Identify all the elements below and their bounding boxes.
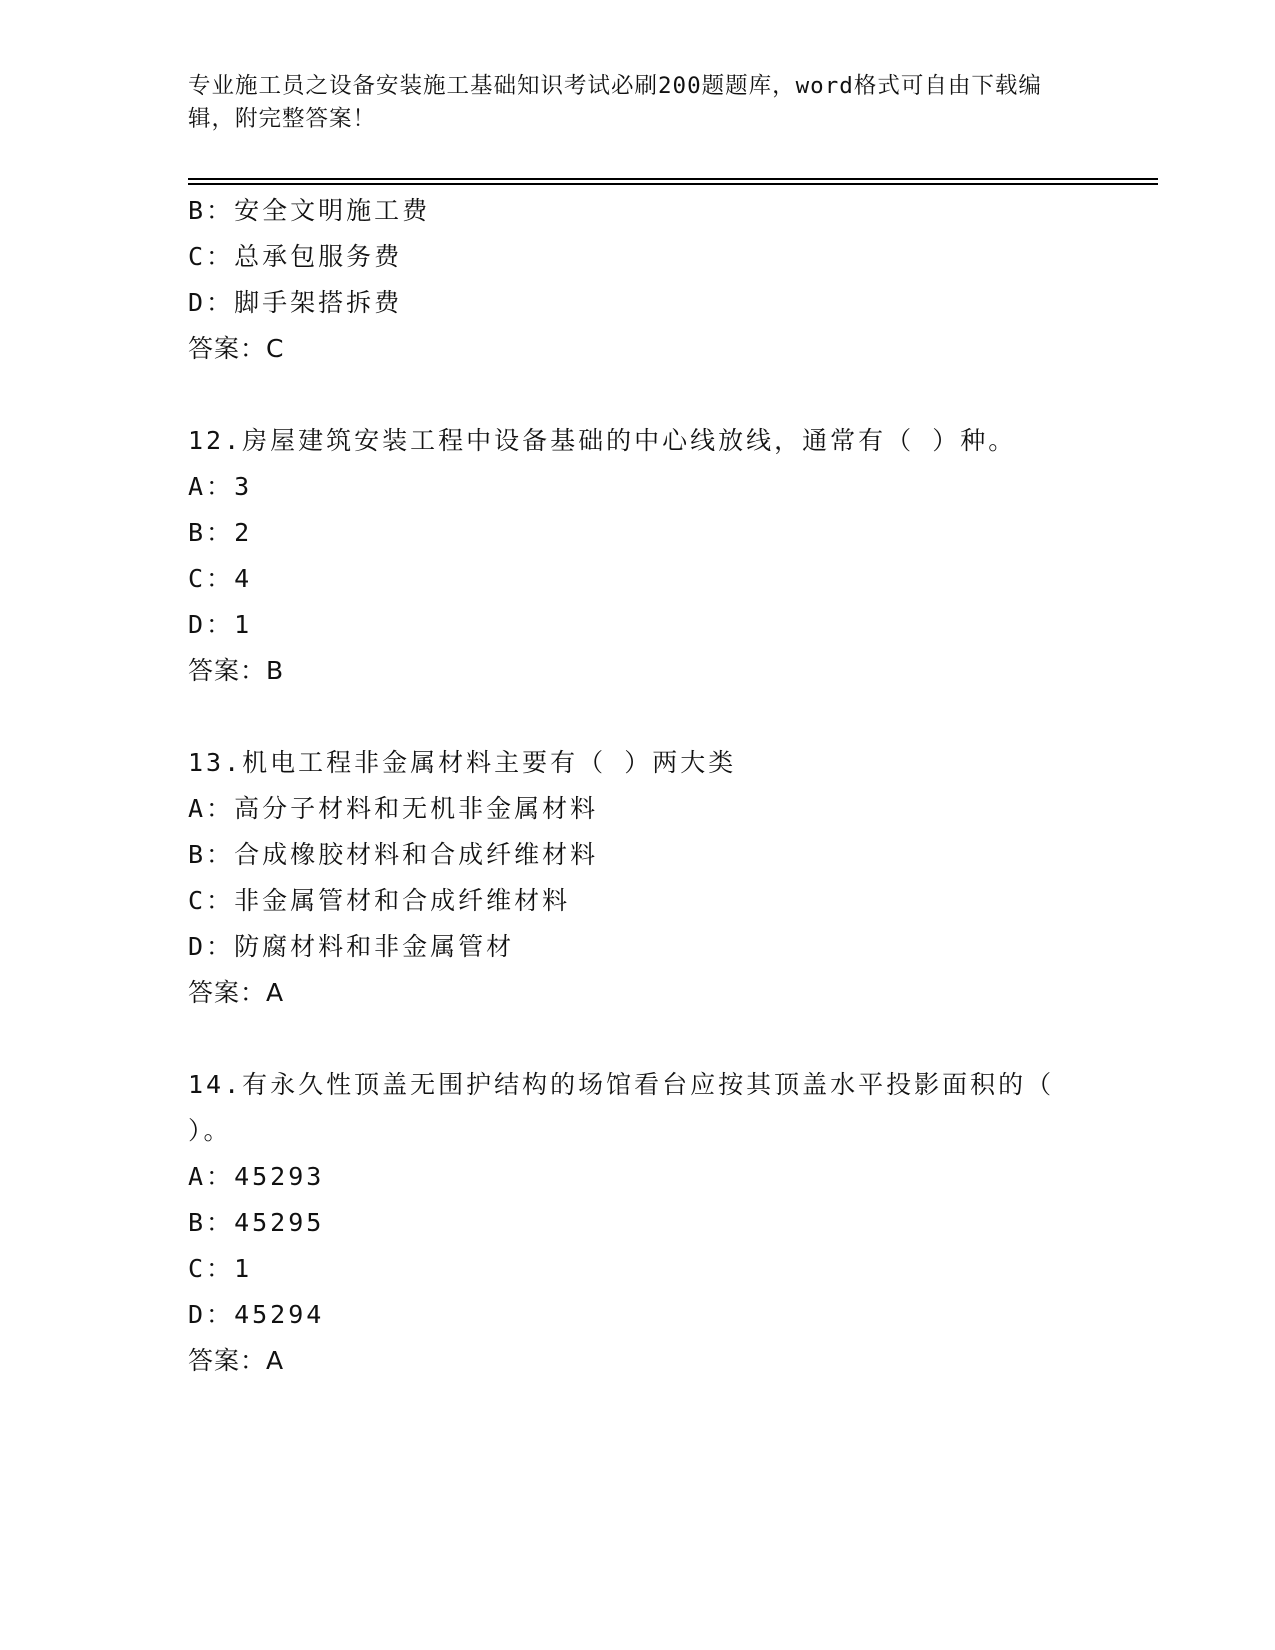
option-key: D：: [188, 932, 235, 961]
option-text: 3: [234, 472, 253, 501]
spacer: [188, 694, 1078, 740]
option-key: C：: [188, 242, 235, 271]
option-text: 脚手架搭拆费: [234, 288, 403, 317]
question-list: [188, 188, 1078, 1384]
option-key: A：: [188, 1162, 235, 1191]
question-stem: 12.房屋建筑安装工程中设备基础的中心线放线，通常有（ ）种。: [188, 426, 1017, 455]
header-divider-bottom: [188, 183, 1158, 185]
option-text: 4: [234, 564, 253, 593]
option-key: C：: [188, 1254, 235, 1283]
option-b: [188, 188, 1078, 234]
option-key: A：: [188, 472, 235, 501]
option-a: [188, 1154, 1078, 1200]
option-b: [188, 510, 1078, 556]
question-12: [188, 418, 1078, 694]
question-11-tail: [188, 188, 1078, 372]
option-text: 45295: [234, 1208, 325, 1237]
document-header-title: 专业施工员之设备安装施工基础知识考试必刷200题题库，word格式可自由下载编辑，附完整答案！: [188, 73, 1042, 132]
option-d: [188, 924, 1078, 970]
option-c: [188, 556, 1078, 602]
option-d: [188, 280, 1078, 326]
answer-line: 答案：A: [188, 1346, 285, 1375]
question-13: [188, 740, 1078, 1016]
option-d: [188, 602, 1078, 648]
option-c: [188, 878, 1078, 924]
option-text: 高分子材料和无机非金属材料: [234, 794, 599, 823]
question-stem: 13.机电工程非金属材料主要有（ ）两大类: [188, 748, 737, 777]
option-text: 1: [234, 610, 253, 639]
option-text: 安全文明施工费: [234, 196, 431, 225]
option-d: [188, 1292, 1078, 1338]
header-divider-top: [188, 178, 1158, 180]
option-key: D：: [188, 610, 235, 639]
answer-line: 答案：B: [188, 656, 285, 685]
option-key: B：: [188, 1208, 235, 1237]
option-key: D：: [188, 288, 235, 317]
option-key: B：: [188, 518, 235, 547]
option-text: 合成橡胶材料和合成纤维材料: [234, 840, 599, 869]
option-c: [188, 234, 1078, 280]
option-text: 非金属管材和合成纤维材料: [234, 886, 571, 915]
question-14: [188, 1062, 1078, 1384]
question-stem: 14.有永久性顶盖无围护结构的场馆看台应按其顶盖水平投影面积的（ ）。: [188, 1070, 1055, 1145]
option-key: C：: [188, 564, 235, 593]
option-text: 2: [234, 518, 253, 547]
option-c: [188, 1246, 1078, 1292]
spacer: [188, 1016, 1078, 1062]
option-b: [188, 1200, 1078, 1246]
option-a: [188, 464, 1078, 510]
option-b: [188, 832, 1078, 878]
option-key: A：: [188, 794, 235, 823]
option-key: C：: [188, 886, 235, 915]
option-text: 45294: [234, 1300, 325, 1329]
option-text: 1: [234, 1254, 253, 1283]
option-key: B：: [188, 840, 235, 869]
option-key: B：: [188, 196, 235, 225]
option-a: [188, 786, 1078, 832]
spacer: [188, 372, 1078, 418]
option-text: 防腐材料和非金属管材: [234, 932, 515, 961]
answer-line: 答案：A: [188, 978, 285, 1007]
answer-line: 答案：C: [188, 334, 285, 363]
option-text: 45293: [234, 1162, 325, 1191]
option-key: D：: [188, 1300, 235, 1329]
option-text: 总承包服务费: [234, 242, 403, 271]
